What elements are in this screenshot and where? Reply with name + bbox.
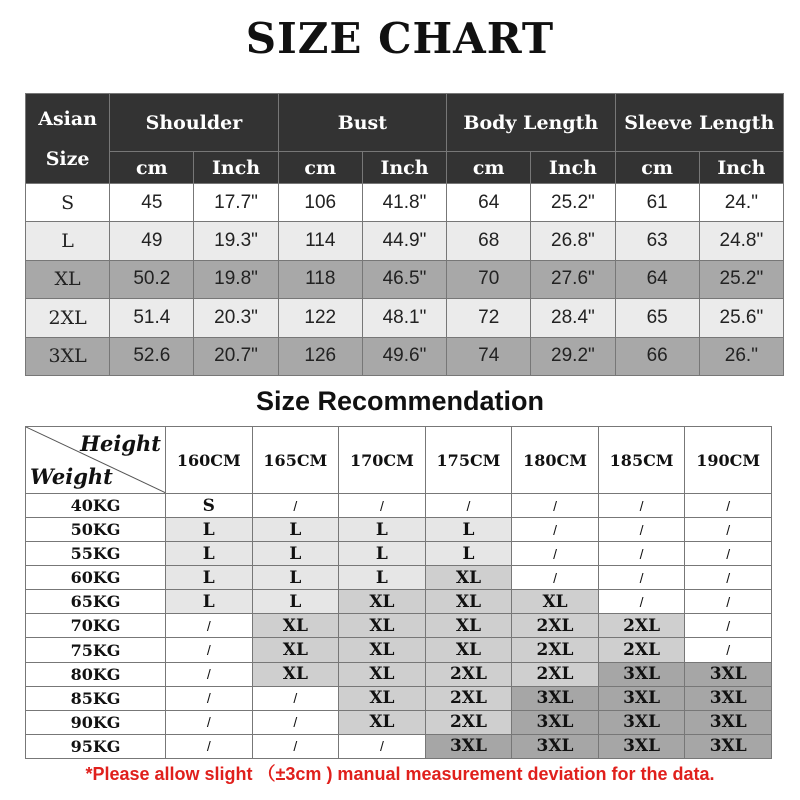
measurement-cell: 51.4 <box>110 299 194 337</box>
weight-label: 75KG <box>26 638 166 662</box>
recommended-size-cell: 2XL <box>512 662 599 686</box>
recommended-size-cell: / <box>512 494 599 518</box>
weight-row <box>26 638 772 662</box>
recommended-size-cell: 3XL <box>598 686 685 710</box>
recommended-size-cell: L <box>339 566 426 590</box>
unit-header: cm <box>110 152 194 184</box>
weight-label: 60KG <box>26 566 166 590</box>
unit-header: Inch <box>194 152 278 184</box>
measurement-cell: 65 <box>615 299 699 337</box>
recommended-size-cell: XL <box>425 638 512 662</box>
group-header-bust: Bust <box>278 94 446 152</box>
unit-header: Inch <box>699 152 783 184</box>
recommended-size-cell: 3XL <box>512 686 599 710</box>
measurement-cell: 24." <box>699 184 783 222</box>
unit-header: cm <box>278 152 362 184</box>
measurement-cell: 50.2 <box>110 260 194 298</box>
recommended-size-cell: / <box>685 638 772 662</box>
recommended-size-cell: L <box>252 566 339 590</box>
recommended-size-cell: XL <box>425 590 512 614</box>
measurement-cell: 70 <box>447 260 531 298</box>
recommended-size-cell: L <box>166 518 253 542</box>
page-title: SIZE CHART <box>245 14 555 63</box>
size-cell: 2XL <box>26 299 110 337</box>
weight-row <box>26 566 772 590</box>
measurement-cell: 63 <box>615 222 699 260</box>
height-header: 160CM <box>166 427 253 494</box>
measurement-cell: 27.6" <box>531 260 615 298</box>
recommended-size-cell: / <box>166 734 253 758</box>
measurement-cell: 20.3" <box>194 299 278 337</box>
size-row <box>26 222 784 260</box>
weight-label: 90KG <box>26 710 166 734</box>
recommended-size-cell: L <box>425 542 512 566</box>
recommended-size-cell: / <box>598 542 685 566</box>
recommended-size-cell: / <box>166 662 253 686</box>
size-row <box>26 260 784 298</box>
size-chart-table <box>25 93 784 376</box>
recommended-size-cell: 3XL <box>598 734 685 758</box>
measurement-cell: 48.1" <box>362 299 446 337</box>
measurement-cell: 74 <box>447 337 531 375</box>
recommended-size-cell: L <box>252 518 339 542</box>
size-cell: L <box>26 222 110 260</box>
recommended-size-cell: / <box>598 566 685 590</box>
recommended-size-cell: 3XL <box>512 734 599 758</box>
recommended-size-cell: XL <box>425 566 512 590</box>
recommended-size-cell: S <box>166 494 253 518</box>
recommended-size-cell: / <box>685 518 772 542</box>
recommended-size-cell: / <box>252 710 339 734</box>
recommended-size-cell: 3XL <box>598 662 685 686</box>
measurement-cell: 122 <box>278 299 362 337</box>
measurement-cell: 64 <box>615 260 699 298</box>
measurement-cell: 24.8" <box>699 222 783 260</box>
weight-label: 85KG <box>26 686 166 710</box>
recommended-size-cell: / <box>339 494 426 518</box>
measurement-cell: 49.6" <box>362 337 446 375</box>
corner-weight-label: Weight <box>30 464 113 489</box>
recommended-size-cell: / <box>252 686 339 710</box>
corner-header <box>26 427 166 494</box>
recommended-size-cell: / <box>598 494 685 518</box>
measurement-cell: 25.6" <box>699 299 783 337</box>
recommended-size-cell: 2XL <box>512 614 599 638</box>
recommended-size-cell: / <box>166 710 253 734</box>
size-row <box>26 299 784 337</box>
recommended-size-cell: 3XL <box>685 710 772 734</box>
measurement-cell: 41.8" <box>362 184 446 222</box>
recommended-size-cell: / <box>685 494 772 518</box>
recommended-size-cell: 3XL <box>598 710 685 734</box>
measurement-cell: 68 <box>447 222 531 260</box>
size-row <box>26 337 784 375</box>
measurement-cell: 52.6 <box>110 337 194 375</box>
recommended-size-cell: L <box>339 518 426 542</box>
recommended-size-cell: / <box>166 614 253 638</box>
recommended-size-cell: 2XL <box>598 614 685 638</box>
recommended-size-cell: / <box>425 494 512 518</box>
recommended-size-cell: L <box>252 590 339 614</box>
weight-label: 95KG <box>26 734 166 758</box>
asian-size-header <box>26 94 110 184</box>
measurement-note: *Please allow slight （±3cm ) manual measurement deviation for the data. <box>85 764 715 784</box>
measurement-cell: 26.8" <box>531 222 615 260</box>
measurement-cell: 72 <box>447 299 531 337</box>
measurement-cell: 118 <box>278 260 362 298</box>
weight-label: 55KG <box>26 542 166 566</box>
recommended-size-cell: / <box>512 566 599 590</box>
weight-row <box>26 542 772 566</box>
recommended-size-cell: XL <box>252 614 339 638</box>
measurement-cell: 44.9" <box>362 222 446 260</box>
measurement-cell: 49 <box>110 222 194 260</box>
weight-row <box>26 710 772 734</box>
recommended-size-cell: / <box>339 734 426 758</box>
recommended-size-cell: L <box>166 542 253 566</box>
recommended-size-cell: 2XL <box>425 710 512 734</box>
measurement-cell: 46.5" <box>362 260 446 298</box>
unit-header: Inch <box>362 152 446 184</box>
size-cell: S <box>26 184 110 222</box>
group-header-sleeve-length: Sleeve Length <box>615 94 783 152</box>
recommended-size-cell: 2XL <box>425 662 512 686</box>
weight-row <box>26 614 772 638</box>
height-header: 190CM <box>685 427 772 494</box>
measurement-cell: 20.7" <box>194 337 278 375</box>
measurement-cell: 19.8" <box>194 260 278 298</box>
recommended-size-cell: XL <box>339 638 426 662</box>
recommended-size-cell: XL <box>512 590 599 614</box>
weight-label: 65KG <box>26 590 166 614</box>
measurement-cell: 26." <box>699 337 783 375</box>
recommended-size-cell: XL <box>425 614 512 638</box>
measurement-cell: 28.4" <box>531 299 615 337</box>
recommended-size-cell: XL <box>339 686 426 710</box>
recommended-size-cell: L <box>252 542 339 566</box>
recommended-size-cell: / <box>685 566 772 590</box>
group-header-shoulder: Shoulder <box>110 94 278 152</box>
measurement-cell: 29.2" <box>531 337 615 375</box>
recommended-size-cell: / <box>166 686 253 710</box>
recommended-size-cell: 2XL <box>512 638 599 662</box>
height-header: 185CM <box>598 427 685 494</box>
recommended-size-cell: XL <box>339 614 426 638</box>
weight-row <box>26 734 772 758</box>
height-header: 175CM <box>425 427 512 494</box>
height-header: 180CM <box>512 427 599 494</box>
weight-label: 70KG <box>26 614 166 638</box>
weight-label: 50KG <box>26 518 166 542</box>
height-header: 165CM <box>252 427 339 494</box>
recommended-size-cell: 3XL <box>685 734 772 758</box>
recommended-size-cell: / <box>685 542 772 566</box>
recommendation-title: Size Recommendation <box>255 386 545 416</box>
recommended-size-cell: XL <box>252 662 339 686</box>
recommended-size-cell: XL <box>339 710 426 734</box>
weight-row <box>26 686 772 710</box>
measurement-cell: 25.2" <box>699 260 783 298</box>
size-cell: XL <box>26 260 110 298</box>
recommended-size-cell: 3XL <box>685 662 772 686</box>
recommended-size-cell: / <box>598 518 685 542</box>
recommended-size-cell: XL <box>339 590 426 614</box>
asian-size-header-line2: Size <box>45 147 90 170</box>
recommended-size-cell: / <box>166 638 253 662</box>
measurement-cell: 106 <box>278 184 362 222</box>
recommended-size-cell: 2XL <box>425 686 512 710</box>
recommended-size-cell: / <box>512 518 599 542</box>
recommended-size-cell: L <box>425 518 512 542</box>
height-header: 170CM <box>339 427 426 494</box>
weight-row <box>26 662 772 686</box>
recommended-size-cell: / <box>685 614 772 638</box>
unit-header: cm <box>447 152 531 184</box>
measurement-cell: 66 <box>615 337 699 375</box>
weight-row <box>26 518 772 542</box>
measurement-cell: 126 <box>278 337 362 375</box>
recommended-size-cell: 3XL <box>512 710 599 734</box>
measurement-cell: 25.2" <box>531 184 615 222</box>
recommended-size-cell: L <box>166 590 253 614</box>
unit-header: cm <box>615 152 699 184</box>
weight-label: 80KG <box>26 662 166 686</box>
weight-row <box>26 494 772 518</box>
size-recommendation-table <box>25 426 772 759</box>
size-cell: 3XL <box>26 337 110 375</box>
recommended-size-cell: / <box>598 590 685 614</box>
recommended-size-cell: 2XL <box>598 638 685 662</box>
group-header-body-length: Body Length <box>447 94 615 152</box>
measurement-cell: 61 <box>615 184 699 222</box>
recommended-size-cell: / <box>252 734 339 758</box>
recommended-size-cell: 3XL <box>425 734 512 758</box>
recommended-size-cell: / <box>685 590 772 614</box>
asian-size-header-line1: Asian <box>38 107 97 130</box>
corner-height-label: Height <box>80 431 161 456</box>
recommended-size-cell: 3XL <box>685 686 772 710</box>
measurement-cell: 17.7" <box>194 184 278 222</box>
size-row <box>26 184 784 222</box>
recommended-size-cell: / <box>512 542 599 566</box>
measurement-cell: 64 <box>447 184 531 222</box>
measurement-cell: 45 <box>110 184 194 222</box>
recommended-size-cell: XL <box>339 662 426 686</box>
recommended-size-cell: L <box>339 542 426 566</box>
unit-header: Inch <box>531 152 615 184</box>
weight-label: 40KG <box>26 494 166 518</box>
measurement-cell: 114 <box>278 222 362 260</box>
measurement-cell: 19.3" <box>194 222 278 260</box>
weight-row <box>26 590 772 614</box>
recommended-size-cell: / <box>252 494 339 518</box>
recommended-size-cell: L <box>166 566 253 590</box>
recommended-size-cell: XL <box>252 638 339 662</box>
